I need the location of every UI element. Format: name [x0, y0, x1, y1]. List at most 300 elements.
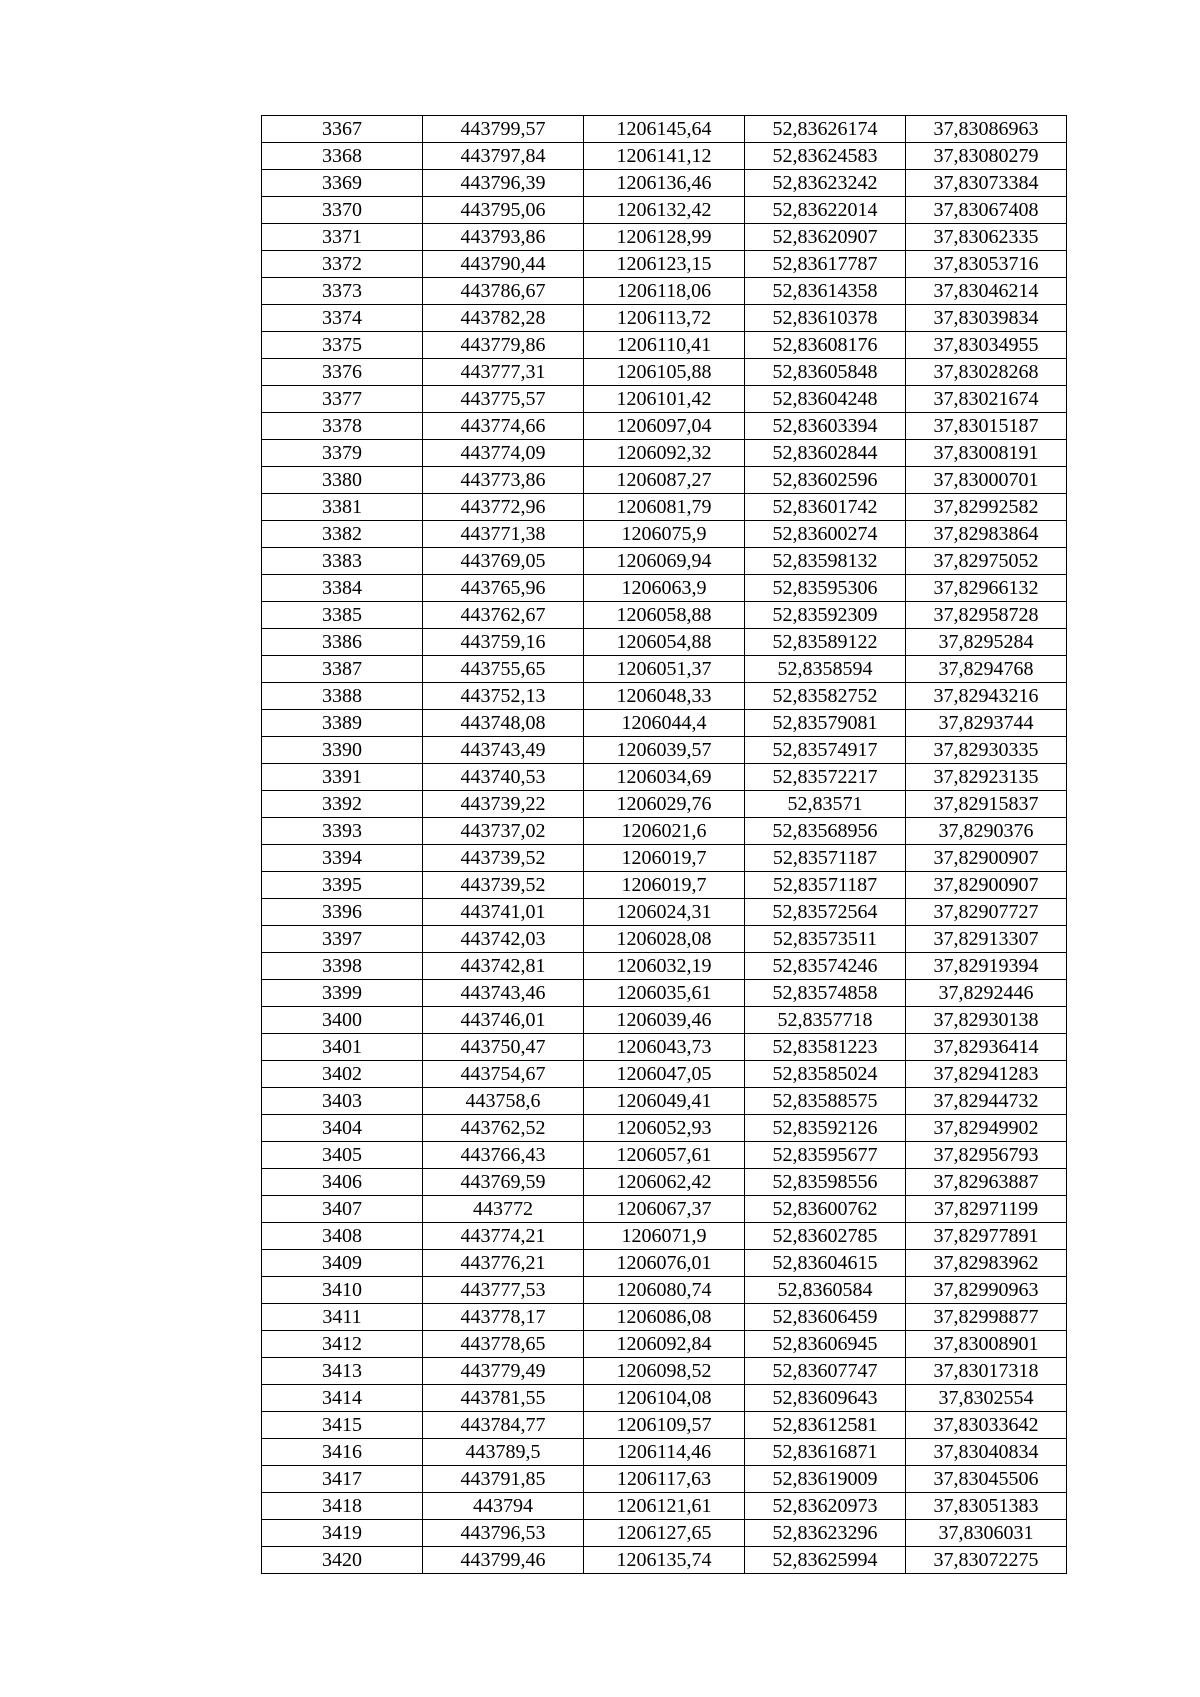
latitude-cell: 52,83624583 — [745, 143, 906, 170]
point-number-cell: 3375 — [262, 332, 423, 359]
table-row — [262, 1439, 1067, 1466]
y-coordinate-cell: 1206047,05 — [584, 1061, 745, 1088]
longitude-cell: 37,83040834 — [906, 1439, 1067, 1466]
point-number-cell: 3394 — [262, 845, 423, 872]
point-number-cell: 3378 — [262, 413, 423, 440]
longitude-cell: 37,82907727 — [906, 899, 1067, 926]
x-coordinate-cell: 443746,01 — [423, 1007, 584, 1034]
x-coordinate-cell: 443778,65 — [423, 1331, 584, 1358]
x-coordinate-cell: 443755,65 — [423, 656, 584, 683]
latitude-cell: 52,83582752 — [745, 683, 906, 710]
x-coordinate-cell: 443765,96 — [423, 575, 584, 602]
longitude-cell: 37,82923135 — [906, 764, 1067, 791]
point-number-cell: 3414 — [262, 1385, 423, 1412]
table-row — [262, 1169, 1067, 1196]
y-coordinate-cell: 1206054,88 — [584, 629, 745, 656]
x-coordinate-cell: 443739,52 — [423, 845, 584, 872]
y-coordinate-cell: 1206048,33 — [584, 683, 745, 710]
point-number-cell: 3368 — [262, 143, 423, 170]
point-number-cell: 3387 — [262, 656, 423, 683]
y-coordinate-cell: 1206104,08 — [584, 1385, 745, 1412]
point-number-cell: 3395 — [262, 872, 423, 899]
y-coordinate-cell: 1206067,37 — [584, 1196, 745, 1223]
point-number-cell: 3396 — [262, 899, 423, 926]
latitude-cell: 52,83572217 — [745, 764, 906, 791]
point-number-cell: 3408 — [262, 1223, 423, 1250]
longitude-cell: 37,83073384 — [906, 170, 1067, 197]
x-coordinate-cell: 443774,66 — [423, 413, 584, 440]
table-row — [262, 980, 1067, 1007]
point-number-cell: 3386 — [262, 629, 423, 656]
latitude-cell: 52,83581223 — [745, 1034, 906, 1061]
longitude-cell: 37,83051383 — [906, 1493, 1067, 1520]
latitude-cell: 52,83620973 — [745, 1493, 906, 1520]
table-row — [262, 467, 1067, 494]
y-coordinate-cell: 1206043,73 — [584, 1034, 745, 1061]
latitude-cell: 52,83572564 — [745, 899, 906, 926]
table-row — [262, 872, 1067, 899]
longitude-cell: 37,83086963 — [906, 116, 1067, 143]
x-coordinate-cell: 443743,46 — [423, 980, 584, 1007]
x-coordinate-cell: 443790,44 — [423, 251, 584, 278]
point-number-cell: 3384 — [262, 575, 423, 602]
point-number-cell: 3389 — [262, 710, 423, 737]
longitude-cell: 37,83072275 — [906, 1547, 1067, 1574]
y-coordinate-cell: 1206024,31 — [584, 899, 745, 926]
longitude-cell: 37,83039834 — [906, 305, 1067, 332]
longitude-cell: 37,83080279 — [906, 143, 1067, 170]
latitude-cell: 52,83603394 — [745, 413, 906, 440]
longitude-cell: 37,8292446 — [906, 980, 1067, 1007]
y-coordinate-cell: 1206105,88 — [584, 359, 745, 386]
table-row — [262, 1196, 1067, 1223]
longitude-cell: 37,83046214 — [906, 278, 1067, 305]
x-coordinate-cell: 443793,86 — [423, 224, 584, 251]
point-number-cell: 3382 — [262, 521, 423, 548]
latitude-cell: 52,83623242 — [745, 170, 906, 197]
x-coordinate-cell: 443769,59 — [423, 1169, 584, 1196]
y-coordinate-cell: 1206051,37 — [584, 656, 745, 683]
latitude-cell: 52,83602596 — [745, 467, 906, 494]
latitude-cell: 52,83604615 — [745, 1250, 906, 1277]
latitude-cell: 52,83620907 — [745, 224, 906, 251]
x-coordinate-cell: 443737,02 — [423, 818, 584, 845]
x-coordinate-cell: 443739,52 — [423, 872, 584, 899]
longitude-cell: 37,8294768 — [906, 656, 1067, 683]
point-number-cell: 3388 — [262, 683, 423, 710]
table-row — [262, 494, 1067, 521]
y-coordinate-cell: 1206039,57 — [584, 737, 745, 764]
longitude-cell: 37,82944732 — [906, 1088, 1067, 1115]
table-row — [262, 953, 1067, 980]
y-coordinate-cell: 1206098,52 — [584, 1358, 745, 1385]
y-coordinate-cell: 1206128,99 — [584, 224, 745, 251]
latitude-cell: 52,83625994 — [745, 1547, 906, 1574]
table-row — [262, 359, 1067, 386]
point-number-cell: 3401 — [262, 1034, 423, 1061]
longitude-cell: 37,82966132 — [906, 575, 1067, 602]
y-coordinate-cell: 1206145,64 — [584, 116, 745, 143]
x-coordinate-cell: 443796,53 — [423, 1520, 584, 1547]
latitude-cell: 52,83606459 — [745, 1304, 906, 1331]
table-row — [262, 1520, 1067, 1547]
longitude-cell: 37,82958728 — [906, 602, 1067, 629]
latitude-cell: 52,83598132 — [745, 548, 906, 575]
longitude-cell: 37,82990963 — [906, 1277, 1067, 1304]
longitude-cell: 37,82983864 — [906, 521, 1067, 548]
x-coordinate-cell: 443799,57 — [423, 116, 584, 143]
longitude-cell: 37,83008191 — [906, 440, 1067, 467]
x-coordinate-cell: 443774,09 — [423, 440, 584, 467]
longitude-cell: 37,82992582 — [906, 494, 1067, 521]
latitude-cell: 52,83614358 — [745, 278, 906, 305]
point-number-cell: 3417 — [262, 1466, 423, 1493]
x-coordinate-cell: 443766,43 — [423, 1142, 584, 1169]
y-coordinate-cell: 1206019,7 — [584, 872, 745, 899]
longitude-cell: 37,82963887 — [906, 1169, 1067, 1196]
table-row — [262, 278, 1067, 305]
table-row — [262, 602, 1067, 629]
latitude-cell: 52,83574917 — [745, 737, 906, 764]
longitude-cell: 37,8295284 — [906, 629, 1067, 656]
point-number-cell: 3391 — [262, 764, 423, 791]
latitude-cell: 52,83588575 — [745, 1088, 906, 1115]
x-coordinate-cell: 443742,81 — [423, 953, 584, 980]
longitude-cell: 37,82930335 — [906, 737, 1067, 764]
y-coordinate-cell: 1206097,04 — [584, 413, 745, 440]
longitude-cell: 37,82915837 — [906, 791, 1067, 818]
longitude-cell: 37,82930138 — [906, 1007, 1067, 1034]
latitude-cell: 52,83585024 — [745, 1061, 906, 1088]
point-number-cell: 3373 — [262, 278, 423, 305]
longitude-cell: 37,83000701 — [906, 467, 1067, 494]
x-coordinate-cell: 443748,08 — [423, 710, 584, 737]
y-coordinate-cell: 1206021,6 — [584, 818, 745, 845]
point-number-cell: 3397 — [262, 926, 423, 953]
latitude-cell: 52,8358594 — [745, 656, 906, 683]
point-number-cell: 3379 — [262, 440, 423, 467]
coordinates-table — [261, 115, 1067, 1574]
latitude-cell: 52,83592309 — [745, 602, 906, 629]
point-number-cell: 3419 — [262, 1520, 423, 1547]
table-row — [262, 818, 1067, 845]
table-row — [262, 1493, 1067, 1520]
y-coordinate-cell: 1206101,42 — [584, 386, 745, 413]
x-coordinate-cell: 443777,31 — [423, 359, 584, 386]
latitude-cell: 52,83571187 — [745, 872, 906, 899]
table-row — [262, 629, 1067, 656]
longitude-cell: 37,83015187 — [906, 413, 1067, 440]
longitude-cell: 37,82998877 — [906, 1304, 1067, 1331]
table-row — [262, 710, 1067, 737]
latitude-cell: 52,83623296 — [745, 1520, 906, 1547]
y-coordinate-cell: 1206057,61 — [584, 1142, 745, 1169]
y-coordinate-cell: 1206019,7 — [584, 845, 745, 872]
latitude-cell: 52,83609643 — [745, 1385, 906, 1412]
x-coordinate-cell: 443797,84 — [423, 143, 584, 170]
point-number-cell: 3402 — [262, 1061, 423, 1088]
latitude-cell: 52,83595306 — [745, 575, 906, 602]
x-coordinate-cell: 443778,17 — [423, 1304, 584, 1331]
latitude-cell: 52,83605848 — [745, 359, 906, 386]
table-row — [262, 575, 1067, 602]
y-coordinate-cell: 1206075,9 — [584, 521, 745, 548]
x-coordinate-cell: 443791,85 — [423, 1466, 584, 1493]
longitude-cell: 37,8293744 — [906, 710, 1067, 737]
table-row — [262, 1466, 1067, 1493]
latitude-cell: 52,83622014 — [745, 197, 906, 224]
coordinates-table-body — [262, 116, 1067, 1574]
longitude-cell: 37,82900907 — [906, 845, 1067, 872]
point-number-cell: 3392 — [262, 791, 423, 818]
y-coordinate-cell: 1206081,79 — [584, 494, 745, 521]
y-coordinate-cell: 1206132,42 — [584, 197, 745, 224]
point-number-cell: 3393 — [262, 818, 423, 845]
x-coordinate-cell: 443782,28 — [423, 305, 584, 332]
point-number-cell: 3370 — [262, 197, 423, 224]
y-coordinate-cell: 1206076,01 — [584, 1250, 745, 1277]
latitude-cell: 52,83612581 — [745, 1412, 906, 1439]
longitude-cell: 37,8306031 — [906, 1520, 1067, 1547]
latitude-cell: 52,83602785 — [745, 1223, 906, 1250]
point-number-cell: 3399 — [262, 980, 423, 1007]
y-coordinate-cell: 1206034,69 — [584, 764, 745, 791]
table-row — [262, 1088, 1067, 1115]
x-coordinate-cell: 443762,52 — [423, 1115, 584, 1142]
x-coordinate-cell: 443799,46 — [423, 1547, 584, 1574]
point-number-cell: 3381 — [262, 494, 423, 521]
table-row — [262, 926, 1067, 953]
x-coordinate-cell: 443773,86 — [423, 467, 584, 494]
longitude-cell: 37,8302554 — [906, 1385, 1067, 1412]
longitude-cell: 37,82941283 — [906, 1061, 1067, 1088]
table-row — [262, 1277, 1067, 1304]
point-number-cell: 3407 — [262, 1196, 423, 1223]
latitude-cell: 52,83579081 — [745, 710, 906, 737]
x-coordinate-cell: 443784,77 — [423, 1412, 584, 1439]
point-number-cell: 3367 — [262, 116, 423, 143]
table-row — [262, 1304, 1067, 1331]
point-number-cell: 3372 — [262, 251, 423, 278]
table-row — [262, 1034, 1067, 1061]
x-coordinate-cell: 443789,5 — [423, 1439, 584, 1466]
x-coordinate-cell: 443775,57 — [423, 386, 584, 413]
table-row — [262, 1223, 1067, 1250]
x-coordinate-cell: 443774,21 — [423, 1223, 584, 1250]
y-coordinate-cell: 1206123,15 — [584, 251, 745, 278]
table-row — [262, 1115, 1067, 1142]
y-coordinate-cell: 1206121,61 — [584, 1493, 745, 1520]
y-coordinate-cell: 1206092,32 — [584, 440, 745, 467]
table-row — [262, 386, 1067, 413]
point-number-cell: 3420 — [262, 1547, 423, 1574]
table-row — [262, 656, 1067, 683]
latitude-cell: 52,83616871 — [745, 1439, 906, 1466]
y-coordinate-cell: 1206118,06 — [584, 278, 745, 305]
table-row — [262, 764, 1067, 791]
latitude-cell: 52,83600762 — [745, 1196, 906, 1223]
y-coordinate-cell: 1206127,65 — [584, 1520, 745, 1547]
longitude-cell: 37,82949902 — [906, 1115, 1067, 1142]
x-coordinate-cell: 443759,16 — [423, 629, 584, 656]
x-coordinate-cell: 443743,49 — [423, 737, 584, 764]
longitude-cell: 37,8290376 — [906, 818, 1067, 845]
latitude-cell: 52,83619009 — [745, 1466, 906, 1493]
point-number-cell: 3418 — [262, 1493, 423, 1520]
latitude-cell: 52,83568956 — [745, 818, 906, 845]
point-number-cell: 3390 — [262, 737, 423, 764]
point-number-cell: 3410 — [262, 1277, 423, 1304]
longitude-cell: 37,83062335 — [906, 224, 1067, 251]
x-coordinate-cell: 443752,13 — [423, 683, 584, 710]
y-coordinate-cell: 1206062,42 — [584, 1169, 745, 1196]
latitude-cell: 52,83589122 — [745, 629, 906, 656]
latitude-cell: 52,8360584 — [745, 1277, 906, 1304]
point-number-cell: 3415 — [262, 1412, 423, 1439]
latitude-cell: 52,83573511 — [745, 926, 906, 953]
latitude-cell: 52,83595677 — [745, 1142, 906, 1169]
x-coordinate-cell: 443739,22 — [423, 791, 584, 818]
latitude-cell: 52,83574246 — [745, 953, 906, 980]
longitude-cell: 37,82971199 — [906, 1196, 1067, 1223]
table-row — [262, 1385, 1067, 1412]
table-row — [262, 791, 1067, 818]
latitude-cell: 52,83607747 — [745, 1358, 906, 1385]
y-coordinate-cell: 1206136,46 — [584, 170, 745, 197]
longitude-cell: 37,83034955 — [906, 332, 1067, 359]
y-coordinate-cell: 1206086,08 — [584, 1304, 745, 1331]
latitude-cell: 52,83592126 — [745, 1115, 906, 1142]
table-row — [262, 143, 1067, 170]
table-row — [262, 440, 1067, 467]
point-number-cell: 3385 — [262, 602, 423, 629]
table-row — [262, 1250, 1067, 1277]
y-coordinate-cell: 1206110,41 — [584, 332, 745, 359]
longitude-cell: 37,83008901 — [906, 1331, 1067, 1358]
x-coordinate-cell: 443762,67 — [423, 602, 584, 629]
longitude-cell: 37,82936414 — [906, 1034, 1067, 1061]
point-number-cell: 3398 — [262, 953, 423, 980]
table-row — [262, 1142, 1067, 1169]
point-number-cell: 3377 — [262, 386, 423, 413]
table-row — [262, 548, 1067, 575]
table-row — [262, 737, 1067, 764]
longitude-cell: 37,82975052 — [906, 548, 1067, 575]
latitude-cell: 52,83598556 — [745, 1169, 906, 1196]
y-coordinate-cell: 1206141,12 — [584, 143, 745, 170]
table-row — [262, 1061, 1067, 1088]
y-coordinate-cell: 1206049,41 — [584, 1088, 745, 1115]
longitude-cell: 37,82977891 — [906, 1223, 1067, 1250]
point-number-cell: 3403 — [262, 1088, 423, 1115]
x-coordinate-cell: 443741,01 — [423, 899, 584, 926]
x-coordinate-cell: 443771,38 — [423, 521, 584, 548]
latitude-cell: 52,8357718 — [745, 1007, 906, 1034]
longitude-cell: 37,83021674 — [906, 386, 1067, 413]
x-coordinate-cell: 443796,39 — [423, 170, 584, 197]
latitude-cell: 52,83606945 — [745, 1331, 906, 1358]
y-coordinate-cell: 1206029,76 — [584, 791, 745, 818]
y-coordinate-cell: 1206039,46 — [584, 1007, 745, 1034]
x-coordinate-cell: 443742,03 — [423, 926, 584, 953]
point-number-cell: 3376 — [262, 359, 423, 386]
y-coordinate-cell: 1206044,4 — [584, 710, 745, 737]
y-coordinate-cell: 1206109,57 — [584, 1412, 745, 1439]
y-coordinate-cell: 1206135,74 — [584, 1547, 745, 1574]
y-coordinate-cell: 1206092,84 — [584, 1331, 745, 1358]
table-row — [262, 413, 1067, 440]
table-row — [262, 170, 1067, 197]
longitude-cell: 37,82913307 — [906, 926, 1067, 953]
y-coordinate-cell: 1206113,72 — [584, 305, 745, 332]
y-coordinate-cell: 1206052,93 — [584, 1115, 745, 1142]
point-number-cell: 3411 — [262, 1304, 423, 1331]
longitude-cell: 37,82900907 — [906, 872, 1067, 899]
x-coordinate-cell: 443772,96 — [423, 494, 584, 521]
latitude-cell: 52,83610378 — [745, 305, 906, 332]
table-row — [262, 1412, 1067, 1439]
table-row — [262, 251, 1067, 278]
latitude-cell: 52,83571 — [745, 791, 906, 818]
latitude-cell: 52,83617787 — [745, 251, 906, 278]
table-row — [262, 1331, 1067, 1358]
table-row — [262, 1007, 1067, 1034]
latitude-cell: 52,83602844 — [745, 440, 906, 467]
longitude-cell: 37,82919394 — [906, 953, 1067, 980]
x-coordinate-cell: 443779,86 — [423, 332, 584, 359]
longitude-cell: 37,82943216 — [906, 683, 1067, 710]
latitude-cell: 52,83604248 — [745, 386, 906, 413]
y-coordinate-cell: 1206035,61 — [584, 980, 745, 1007]
table-row — [262, 845, 1067, 872]
x-coordinate-cell: 443758,6 — [423, 1088, 584, 1115]
point-number-cell: 3416 — [262, 1439, 423, 1466]
point-number-cell: 3412 — [262, 1331, 423, 1358]
point-number-cell: 3380 — [262, 467, 423, 494]
latitude-cell: 52,83601742 — [745, 494, 906, 521]
y-coordinate-cell: 1206087,27 — [584, 467, 745, 494]
latitude-cell: 52,83574858 — [745, 980, 906, 1007]
latitude-cell: 52,83608176 — [745, 332, 906, 359]
longitude-cell: 37,83028268 — [906, 359, 1067, 386]
point-number-cell: 3409 — [262, 1250, 423, 1277]
point-number-cell: 3369 — [262, 170, 423, 197]
table-row — [262, 332, 1067, 359]
longitude-cell: 37,82956793 — [906, 1142, 1067, 1169]
table-row — [262, 521, 1067, 548]
latitude-cell: 52,83571187 — [745, 845, 906, 872]
x-coordinate-cell: 443754,67 — [423, 1061, 584, 1088]
table-row — [262, 899, 1067, 926]
y-coordinate-cell: 1206071,9 — [584, 1223, 745, 1250]
point-number-cell: 3383 — [262, 548, 423, 575]
table-row — [262, 1358, 1067, 1385]
x-coordinate-cell: 443769,05 — [423, 548, 584, 575]
x-coordinate-cell: 443777,53 — [423, 1277, 584, 1304]
longitude-cell: 37,83053716 — [906, 251, 1067, 278]
point-number-cell: 3413 — [262, 1358, 423, 1385]
point-number-cell: 3374 — [262, 305, 423, 332]
table-row — [262, 116, 1067, 143]
point-number-cell: 3404 — [262, 1115, 423, 1142]
point-number-cell: 3406 — [262, 1169, 423, 1196]
table-row — [262, 305, 1067, 332]
y-coordinate-cell: 1206069,94 — [584, 548, 745, 575]
x-coordinate-cell: 443750,47 — [423, 1034, 584, 1061]
x-coordinate-cell: 443779,49 — [423, 1358, 584, 1385]
longitude-cell: 37,82983962 — [906, 1250, 1067, 1277]
x-coordinate-cell: 443781,55 — [423, 1385, 584, 1412]
